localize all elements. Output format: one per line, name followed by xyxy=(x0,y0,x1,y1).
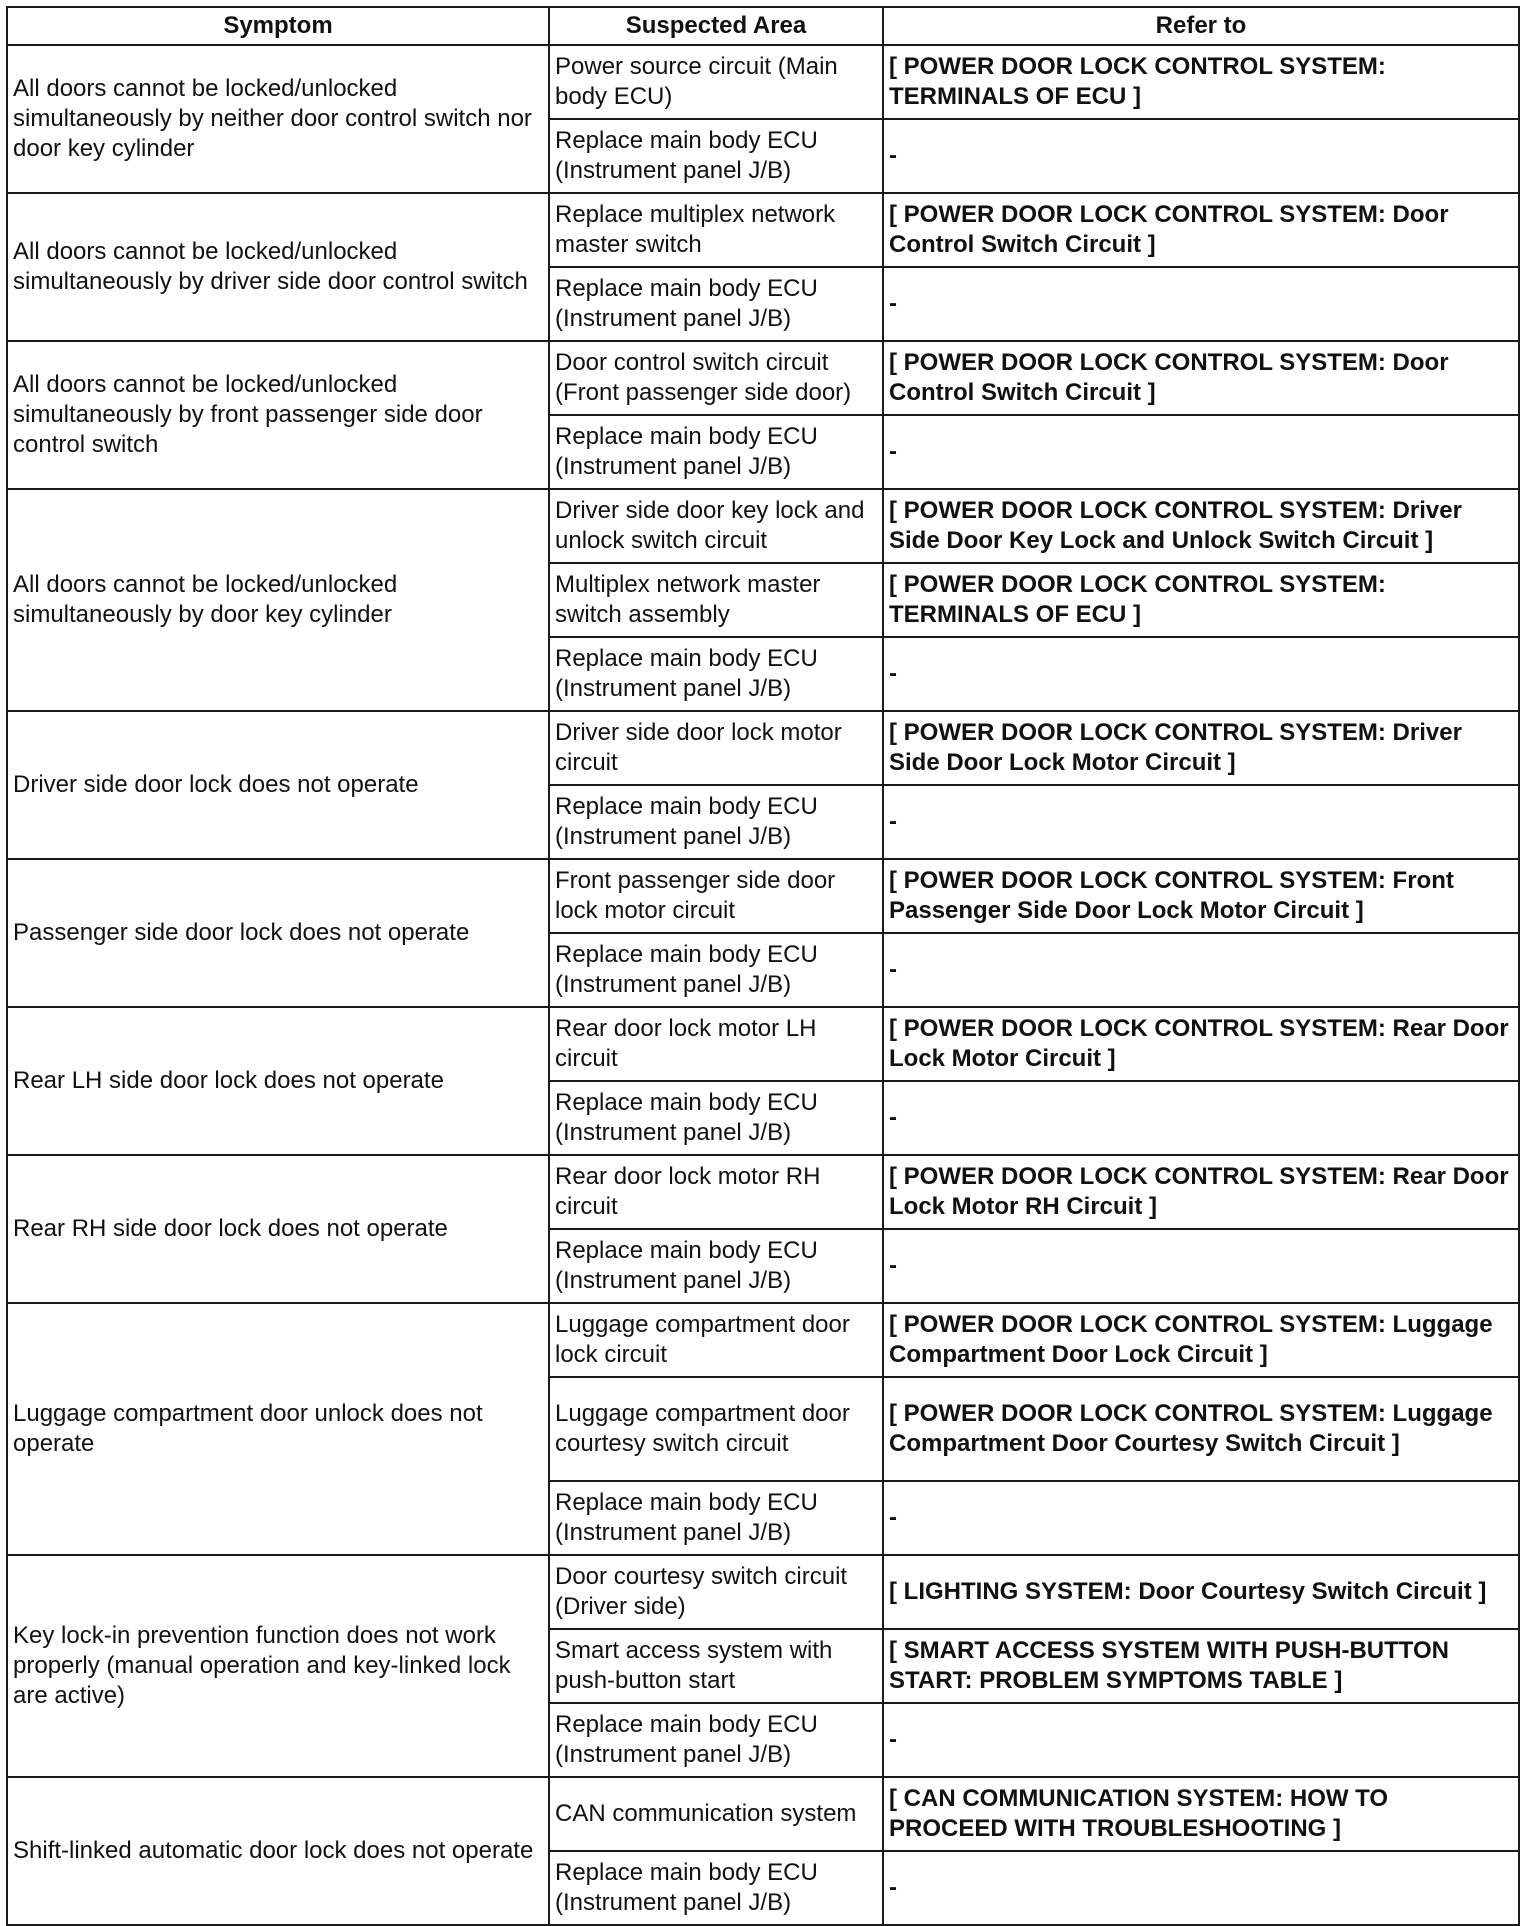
table-row xyxy=(7,859,1519,933)
suspected-area-cell: Replace multiplex network master switch xyxy=(549,193,883,267)
table-row xyxy=(7,1007,1519,1081)
refer-to-cell: - xyxy=(883,933,1519,1007)
suspected-area-cell: Driver side door lock motor circuit xyxy=(549,711,883,785)
table-row xyxy=(7,1777,1519,1851)
table-row xyxy=(7,45,1519,119)
symptom-cell: Luggage compartment door unlock does not operate xyxy=(7,1303,549,1555)
table-row xyxy=(7,489,1519,563)
suspected-area-cell: Replace main body ECU (Instrument panel J/B) xyxy=(549,1851,883,1925)
refer-to-cell: - xyxy=(883,1081,1519,1155)
refer-to-cell: - xyxy=(883,119,1519,193)
suspected-area-cell: CAN communication system xyxy=(549,1777,883,1851)
suspected-area-cell: Luggage compartment door courtesy switch circuit xyxy=(549,1377,883,1481)
table-row xyxy=(7,341,1519,415)
symptom-cell: Key lock-in prevention function does not work properly (manual operation and key-linked lock are active) xyxy=(7,1555,549,1777)
table-row xyxy=(7,711,1519,785)
suspected-area-cell: Replace main body ECU (Instrument panel J/B) xyxy=(549,1081,883,1155)
suspected-area-cell: Driver side door key lock and unlock switch circuit xyxy=(549,489,883,563)
suspected-area-cell: Replace main body ECU (Instrument panel J/B) xyxy=(549,415,883,489)
suspected-area-cell: Door courtesy switch circuit (Driver side) xyxy=(549,1555,883,1629)
refer-to-cell: - xyxy=(883,1481,1519,1555)
refer-to-cell: [ POWER DOOR LOCK CONTROL SYSTEM: Door Control Switch Circuit ] xyxy=(883,341,1519,415)
refer-to-cell: - xyxy=(883,637,1519,711)
header-suspected-area: Suspected Area xyxy=(549,7,883,45)
refer-to-cell: [ POWER DOOR LOCK CONTROL SYSTEM: Door Control Switch Circuit ] xyxy=(883,193,1519,267)
suspected-area-cell: Replace main body ECU (Instrument panel J/B) xyxy=(549,267,883,341)
header-row xyxy=(7,7,1519,45)
refer-to-cell: [ POWER DOOR LOCK CONTROL SYSTEM: Rear Door Lock Motor Circuit ] xyxy=(883,1007,1519,1081)
symptom-cell: All doors cannot be locked/unlocked simultaneously by door key cylinder xyxy=(7,489,549,711)
suspected-area-cell: Luggage compartment door lock circuit xyxy=(549,1303,883,1377)
refer-to-cell: - xyxy=(883,1851,1519,1925)
header-refer-to: Refer to xyxy=(883,7,1519,45)
refer-to-cell: [ POWER DOOR LOCK CONTROL SYSTEM: Driver Side Door Key Lock and Unlock Switch Circuit ] xyxy=(883,489,1519,563)
symptom-cell: All doors cannot be locked/unlocked simultaneously by neither door control switch nor door key cylinder xyxy=(7,45,549,193)
refer-to-cell: - xyxy=(883,1229,1519,1303)
refer-to-cell: [ POWER DOOR LOCK CONTROL SYSTEM: TERMINALS OF ECU ] xyxy=(883,45,1519,119)
symptom-cell: Rear LH side door lock does not operate xyxy=(7,1007,549,1155)
refer-to-cell: [ POWER DOOR LOCK CONTROL SYSTEM: TERMINALS OF ECU ] xyxy=(883,563,1519,637)
refer-to-cell: - xyxy=(883,1703,1519,1777)
suspected-area-cell: Replace main body ECU (Instrument panel J/B) xyxy=(549,637,883,711)
header-symptom: Symptom xyxy=(7,7,549,45)
refer-to-cell: [ POWER DOOR LOCK CONTROL SYSTEM: Rear Door Lock Motor RH Circuit ] xyxy=(883,1155,1519,1229)
suspected-area-cell: Replace main body ECU (Instrument panel J/B) xyxy=(549,119,883,193)
table-row xyxy=(7,193,1519,267)
symptom-cell: Driver side door lock does not operate xyxy=(7,711,549,859)
table-row xyxy=(7,1303,1519,1377)
refer-to-cell: [ POWER DOOR LOCK CONTROL SYSTEM: Front Passenger Side Door Lock Motor Circuit ] xyxy=(883,859,1519,933)
suspected-area-cell: Power source circuit (Main body ECU) xyxy=(549,45,883,119)
refer-to-cell: [ LIGHTING SYSTEM: Door Courtesy Switch Circuit ] xyxy=(883,1555,1519,1629)
refer-to-cell: - xyxy=(883,785,1519,859)
symptom-cell: Passenger side door lock does not operate xyxy=(7,859,549,1007)
symptom-cell: All doors cannot be locked/unlocked simultaneously by driver side door control switch xyxy=(7,193,549,341)
suspected-area-cell: Smart access system with push-button start xyxy=(549,1629,883,1703)
suspected-area-cell: Replace main body ECU (Instrument panel J/B) xyxy=(549,785,883,859)
symptom-cell: Rear RH side door lock does not operate xyxy=(7,1155,549,1303)
suspected-area-cell: Replace main body ECU (Instrument panel J/B) xyxy=(549,1703,883,1777)
suspected-area-cell: Door control switch circuit (Front passenger side door) xyxy=(549,341,883,415)
problem-symptoms-table-container xyxy=(6,6,1518,1926)
refer-to-cell: [ POWER DOOR LOCK CONTROL SYSTEM: Driver Side Door Lock Motor Circuit ] xyxy=(883,711,1519,785)
refer-to-cell: [ CAN COMMUNICATION SYSTEM: HOW TO PROCEED WITH TROUBLESHOOTING ] xyxy=(883,1777,1519,1851)
table-row xyxy=(7,1555,1519,1629)
suspected-area-cell: Front passenger side door lock motor circuit xyxy=(549,859,883,933)
refer-to-cell: - xyxy=(883,267,1519,341)
refer-to-cell: [ SMART ACCESS SYSTEM WITH PUSH-BUTTON START: PROBLEM SYMPTOMS TABLE ] xyxy=(883,1629,1519,1703)
problem-symptoms-table xyxy=(6,6,1520,1926)
table-row xyxy=(7,1155,1519,1229)
suspected-area-cell: Rear door lock motor LH circuit xyxy=(549,1007,883,1081)
refer-to-cell: [ POWER DOOR LOCK CONTROL SYSTEM: Luggage Compartment Door Courtesy Switch Circuit ] xyxy=(883,1377,1519,1481)
symptom-cell: Shift-linked automatic door lock does not operate xyxy=(7,1777,549,1925)
refer-to-cell: [ POWER DOOR LOCK CONTROL SYSTEM: Luggage Compartment Door Lock Circuit ] xyxy=(883,1303,1519,1377)
suspected-area-cell: Replace main body ECU (Instrument panel J/B) xyxy=(549,1229,883,1303)
suspected-area-cell: Rear door lock motor RH circuit xyxy=(549,1155,883,1229)
symptom-cell: All doors cannot be locked/unlocked simultaneously by front passenger side door control switch xyxy=(7,341,549,489)
refer-to-cell: - xyxy=(883,415,1519,489)
suspected-area-cell: Replace main body ECU (Instrument panel J/B) xyxy=(549,1481,883,1555)
suspected-area-cell: Replace main body ECU (Instrument panel J/B) xyxy=(549,933,883,1007)
suspected-area-cell: Multiplex network master switch assembly xyxy=(549,563,883,637)
